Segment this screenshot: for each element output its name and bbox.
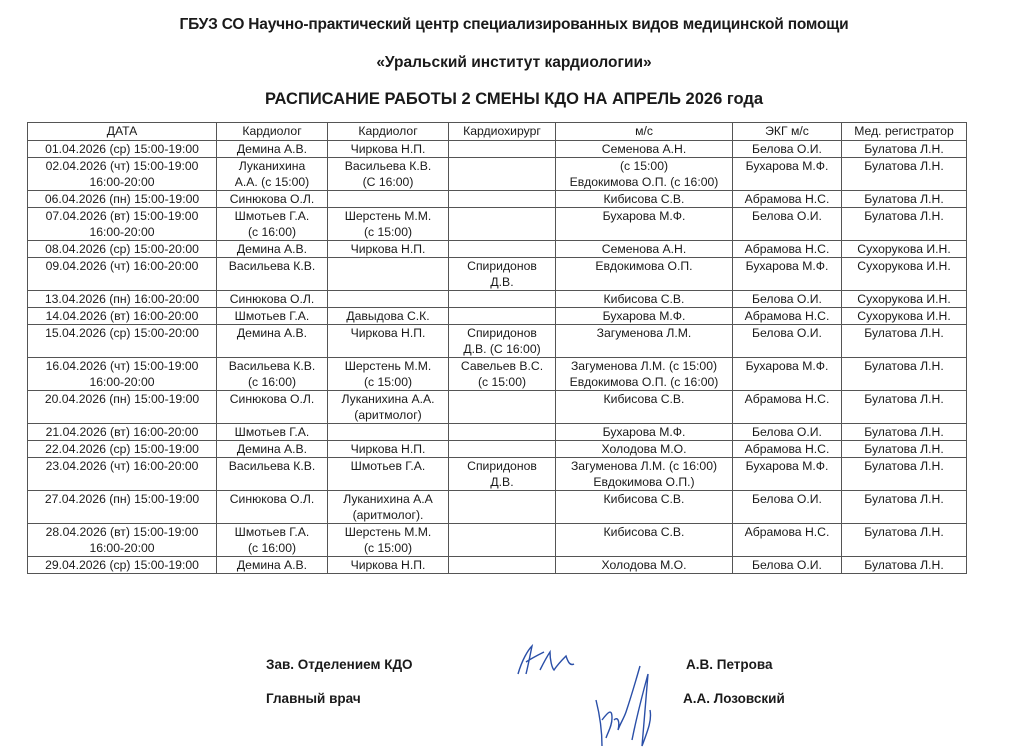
cell-text: 09.04.2026 (чт) 16:00-20:00 (45, 259, 199, 273)
cell-cardiosurgeon (449, 424, 556, 441)
signature-name-head: А.В. Петрова (686, 657, 773, 672)
cell-cardiosurgeon (449, 308, 556, 325)
cell-text: Бухарова М.Ф. (745, 159, 829, 173)
column-header-nurse: м/с (556, 123, 733, 141)
cell-text: 06.04.2026 (пн) 15:00-19:00 (44, 192, 200, 206)
cell-cardiologist-2 (328, 191, 449, 208)
cell-cardiologist-1 (217, 524, 328, 557)
cell-text: Евдокимова О.П.) (593, 475, 695, 489)
cell-text: Д.В. (С 16:00) (463, 342, 541, 356)
cell-nurse (556, 557, 733, 574)
table-row (28, 358, 967, 391)
cell-registrar (842, 424, 967, 441)
cell-ecg-nurse (733, 158, 842, 191)
cell-cardiosurgeon (449, 524, 556, 557)
cell-text: Белова О.И. (752, 142, 822, 156)
cell-text: Бухарова М.Ф. (602, 209, 686, 223)
cell-text: Абрамова Н.С. (744, 392, 830, 406)
cell-cardiosurgeon (449, 291, 556, 308)
cell-nurse (556, 391, 733, 424)
cell-text: (с 15:00) (363, 541, 413, 555)
cell-nurse (556, 458, 733, 491)
cell-text: Булатова Л.Н. (864, 442, 944, 456)
cell-text: Булатова Л.Н. (864, 209, 944, 223)
cell-text: Семенова А.Н. (601, 242, 687, 256)
cell-date (28, 391, 217, 424)
cell-text: Синюкова О.Л. (229, 392, 315, 406)
cell-nurse (556, 141, 733, 158)
table-row (28, 325, 967, 358)
cell-text: Демина А.В. (236, 142, 308, 156)
cell-text: Бухарова М.Ф. (602, 425, 686, 439)
cell-text: Белова О.И. (752, 326, 822, 340)
cell-text: Белова О.И. (752, 209, 822, 223)
cell-cardiologist-1 (217, 258, 328, 291)
cell-date (28, 491, 217, 524)
cell-text: Чиркова Н.П. (350, 442, 426, 456)
cell-text: 16:00-20:00 (89, 375, 155, 389)
cell-text: 27.04.2026 (пн) 15:00-19:00 (44, 492, 200, 506)
signature-name-chief: А.А. Лозовский (683, 691, 785, 706)
cell-cardiologist-2 (328, 557, 449, 574)
cell-ecg-nurse (733, 441, 842, 458)
cell-cardiosurgeon (449, 391, 556, 424)
cell-text: Демина А.В. (236, 558, 308, 572)
cell-text: Спиридонов (467, 259, 537, 273)
table-row (28, 424, 967, 441)
cell-cardiologist-2 (328, 424, 449, 441)
table-row (28, 458, 967, 491)
cell-ecg-nurse (733, 208, 842, 241)
cell-text: Синюкова О.Л. (229, 492, 315, 506)
cell-text: (аритмолог). (352, 508, 424, 522)
cell-cardiosurgeon (449, 325, 556, 358)
cell-text: (с 15:00) (477, 375, 527, 389)
cell-text: Демина А.В. (236, 326, 308, 340)
cell-nurse (556, 158, 733, 191)
cell-registrar (842, 557, 967, 574)
cell-cardiologist-2 (328, 441, 449, 458)
cell-cardiologist-1 (217, 491, 328, 524)
cell-text: Булатова Л.Н. (864, 142, 944, 156)
cell-ecg-nurse (733, 141, 842, 158)
cell-text: Шерстень М.М. (344, 209, 432, 223)
cell-text: Бухарова М.Ф. (745, 259, 829, 273)
cell-ecg-nurse (733, 308, 842, 325)
cell-text: Белова О.И. (752, 425, 822, 439)
cell-text: Бухарова М.Ф. (745, 459, 829, 473)
institute-name: «Уральский институт кардиологии» (376, 54, 652, 71)
cell-date (28, 325, 217, 358)
table-row (28, 191, 967, 208)
cell-cardiologist-1 (217, 158, 328, 191)
cell-registrar (842, 358, 967, 391)
cell-text: 16:00-20:00 (89, 225, 155, 239)
cell-text: Кибисова С.В. (603, 192, 685, 206)
cell-date (28, 191, 217, 208)
cell-text: Белова О.И. (752, 492, 822, 506)
cell-registrar (842, 158, 967, 191)
cell-cardiologist-1 (217, 291, 328, 308)
cell-text: А.А. (с 15:00) (234, 175, 310, 189)
cell-text: Кибисова С.В. (603, 492, 685, 506)
cell-text: Сухорукова И.Н. (857, 309, 951, 323)
cell-cardiologist-1 (217, 557, 328, 574)
cell-registrar (842, 325, 967, 358)
cell-text: Сухорукова И.Н. (857, 259, 951, 273)
cell-nurse (556, 441, 733, 458)
table-row (28, 491, 967, 524)
cell-ecg-nurse (733, 458, 842, 491)
cell-cardiologist-2 (328, 325, 449, 358)
cell-text: 08.04.2026 (ср) 15:00-20:00 (45, 242, 199, 256)
cell-registrar (842, 524, 967, 557)
cell-date (28, 291, 217, 308)
cell-text: Луканихина (238, 159, 306, 173)
cell-text: (с 15:00) (619, 159, 669, 173)
cell-text: 22.04.2026 (ср) 15:00-19:00 (45, 442, 199, 456)
cell-text: 16.04.2026 (чт) 15:00-19:00 (45, 359, 199, 373)
cell-text: Васильева К.В. (344, 159, 432, 173)
cell-registrar (842, 258, 967, 291)
table-row (28, 291, 967, 308)
cell-text: Булатова Л.Н. (864, 326, 944, 340)
schedule-table (27, 122, 967, 574)
cell-text: Д.В. (490, 475, 514, 489)
cell-ecg-nurse (733, 291, 842, 308)
cell-text: Васильева К.В. (228, 459, 316, 473)
cell-text: 02.04.2026 (чт) 15:00-19:00 (45, 159, 199, 173)
cell-cardiosurgeon (449, 491, 556, 524)
cell-ecg-nurse (733, 391, 842, 424)
cell-date (28, 424, 217, 441)
cell-text: 14.04.2026 (вт) 16:00-20:00 (45, 309, 199, 323)
organization-name: ГБУЗ СО Научно-практический центр специализированных видов медицинской помощи (179, 16, 849, 33)
cell-text: Булатова Л.Н. (864, 159, 944, 173)
cell-text: Шерстень М.М. (344, 359, 432, 373)
column-header-cardiosurgeon: Кардиохирург (449, 123, 556, 141)
cell-date (28, 158, 217, 191)
cell-registrar (842, 191, 967, 208)
cell-date (28, 258, 217, 291)
cell-cardiologist-1 (217, 424, 328, 441)
table-row (28, 241, 967, 258)
cell-cardiologist-2 (328, 491, 449, 524)
table-row (28, 441, 967, 458)
table-body (28, 141, 967, 574)
cell-date (28, 524, 217, 557)
cell-cardiologist-1 (217, 241, 328, 258)
cell-text: Сухорукова И.Н. (857, 292, 951, 306)
cell-date (28, 241, 217, 258)
cell-text: Шмотьев Г.А. (234, 209, 310, 223)
cell-date (28, 358, 217, 391)
cell-text: Абрамова Н.С. (744, 309, 830, 323)
cell-text: Загуменова Л.М. (с 16:00) (570, 459, 718, 473)
cell-cardiologist-1 (217, 325, 328, 358)
cell-registrar (842, 441, 967, 458)
cell-text: Савельев В.С. (460, 359, 544, 373)
cell-text: Чиркова Н.П. (350, 558, 426, 572)
signature-icon (510, 640, 590, 680)
cell-text: Д.В. (490, 275, 514, 289)
cell-text: Демина А.В. (236, 242, 308, 256)
cell-date (28, 441, 217, 458)
cell-registrar (842, 208, 967, 241)
cell-text: Кибисова С.В. (603, 392, 685, 406)
cell-nurse (556, 491, 733, 524)
signature-position-head: Зав. Отделением КДО (266, 657, 413, 672)
cell-registrar (842, 141, 967, 158)
cell-text: 20.04.2026 (пн) 15:00-19:00 (44, 392, 200, 406)
cell-cardiologist-2 (328, 391, 449, 424)
cell-date (28, 557, 217, 574)
column-header-cardiologist-1: Кардиолог (217, 123, 328, 141)
cell-text: Сухорукова И.Н. (857, 242, 951, 256)
column-header-registrar: Мед. регистратор (842, 123, 967, 141)
cell-text: Чиркова Н.П. (350, 326, 426, 340)
cell-cardiosurgeon (449, 241, 556, 258)
table-header-row (28, 123, 967, 141)
cell-text: Кибисова С.В. (603, 292, 685, 306)
column-header-date: ДАТА (28, 123, 217, 141)
cell-cardiosurgeon (449, 158, 556, 191)
cell-cardiologist-2 (328, 158, 449, 191)
cell-text: 13.04.2026 (пн) 16:00-20:00 (44, 292, 200, 306)
cell-text: 23.04.2026 (чт) 16:00-20:00 (45, 459, 199, 473)
table-row (28, 141, 967, 158)
table-row (28, 158, 967, 191)
cell-text: Евдокимова О.П. (с 16:00) (569, 175, 719, 189)
table-row (28, 391, 967, 424)
cell-cardiosurgeon (449, 141, 556, 158)
cell-cardiologist-2 (328, 208, 449, 241)
cell-text: Синюкова О.Л. (229, 292, 315, 306)
cell-registrar (842, 241, 967, 258)
table-row (28, 208, 967, 241)
cell-ecg-nurse (733, 258, 842, 291)
cell-text: 16:00-20:00 (89, 541, 155, 555)
cell-cardiologist-1 (217, 391, 328, 424)
cell-registrar (842, 291, 967, 308)
cell-text: (аритмолог) (354, 408, 422, 422)
cell-cardiologist-2 (328, 241, 449, 258)
cell-cardiologist-1 (217, 208, 328, 241)
cell-text: Загуменова Л.М. (с 15:00) (570, 359, 718, 373)
cell-text: (с 16:00) (247, 375, 297, 389)
cell-text: Белова О.И. (752, 558, 822, 572)
cell-nurse (556, 291, 733, 308)
signature-position-chief: Главный врач (266, 691, 361, 706)
cell-date (28, 458, 217, 491)
cell-ecg-nurse (733, 524, 842, 557)
cell-cardiosurgeon (449, 557, 556, 574)
cell-cardiologist-2 (328, 291, 449, 308)
cell-text: Чиркова Н.П. (350, 242, 426, 256)
cell-text: Абрамова Н.С. (744, 525, 830, 539)
cell-text: Давыдова С.К. (346, 309, 430, 323)
cell-nurse (556, 358, 733, 391)
column-header-ecg-nurse: ЭКГ м/с (733, 123, 842, 141)
table-row (28, 524, 967, 557)
cell-text: 15.04.2026 (ср) 15:00-20:00 (45, 326, 199, 340)
cell-cardiologist-1 (217, 441, 328, 458)
signature-icon (590, 660, 670, 752)
cell-text: 16:00-20:00 (89, 175, 155, 189)
cell-text: (С 16:00) (362, 175, 414, 189)
cell-text: Синюкова О.Л. (229, 192, 315, 206)
cell-text: Шерстень М.М. (344, 525, 432, 539)
cell-nurse (556, 208, 733, 241)
cell-text: Луканихина А.А (343, 492, 433, 506)
cell-cardiosurgeon (449, 191, 556, 208)
cell-text: 28.04.2026 (вт) 15:00-19:00 (45, 525, 199, 539)
cell-text: Демина А.В. (236, 442, 308, 456)
cell-ecg-nurse (733, 241, 842, 258)
cell-nurse (556, 258, 733, 291)
cell-text: Булатова Л.Н. (864, 392, 944, 406)
cell-text: Бухарова М.Ф. (745, 359, 829, 373)
cell-text: Евдокимова О.П. (с 16:00) (569, 375, 719, 389)
cell-cardiologist-2 (328, 141, 449, 158)
cell-cardiologist-1 (217, 458, 328, 491)
cell-text: 07.04.2026 (вт) 15:00-19:00 (45, 209, 199, 223)
cell-text: Чиркова Н.П. (350, 142, 426, 156)
cell-text: 29.04.2026 (ср) 15:00-19:00 (45, 558, 199, 572)
cell-text: Абрамова Н.С. (744, 442, 830, 456)
cell-nurse (556, 308, 733, 325)
cell-cardiologist-2 (328, 524, 449, 557)
table-row (28, 258, 967, 291)
cell-text: Булатова Л.Н. (864, 425, 944, 439)
document-title: РАСПИСАНИЕ РАБОТЫ 2 СМЕНЫ КДО НА АПРЕЛЬ 2026 года (264, 90, 764, 108)
cell-cardiologist-2 (328, 358, 449, 391)
cell-text: Шмотьев Г.А. (234, 309, 310, 323)
cell-cardiologist-1 (217, 308, 328, 325)
cell-cardiologist-2 (328, 458, 449, 491)
cell-text: Булатова Л.Н. (864, 525, 944, 539)
cell-text: Семенова А.Н. (601, 142, 687, 156)
cell-text: 01.04.2026 (ср) 15:00-19:00 (45, 142, 199, 156)
cell-text: (с 16:00) (247, 225, 297, 239)
cell-cardiosurgeon (449, 258, 556, 291)
cell-text: Спиридонов (467, 459, 537, 473)
column-header-cardiologist-2: Кардиолог (328, 123, 449, 141)
cell-text: Булатова Л.Н. (864, 558, 944, 572)
cell-cardiosurgeon (449, 441, 556, 458)
cell-text: Шмотьев Г.А. (350, 459, 426, 473)
cell-registrar (842, 391, 967, 424)
cell-text: Бухарова М.Ф. (602, 309, 686, 323)
cell-text: Васильева К.В. (228, 359, 316, 373)
cell-registrar (842, 458, 967, 491)
cell-date (28, 308, 217, 325)
cell-date (28, 208, 217, 241)
cell-ecg-nurse (733, 424, 842, 441)
cell-text: Булатова Л.Н. (864, 192, 944, 206)
cell-ecg-nurse (733, 491, 842, 524)
cell-ecg-nurse (733, 358, 842, 391)
cell-cardiosurgeon (449, 458, 556, 491)
cell-text: Булатова Л.Н. (864, 359, 944, 373)
cell-nurse (556, 424, 733, 441)
table-row (28, 557, 967, 574)
cell-nurse (556, 524, 733, 557)
cell-text: Булатова Л.Н. (864, 492, 944, 506)
cell-text: (с 16:00) (247, 541, 297, 555)
cell-registrar (842, 491, 967, 524)
cell-text: Васильева К.В. (228, 259, 316, 273)
cell-cardiologist-1 (217, 141, 328, 158)
cell-cardiologist-2 (328, 258, 449, 291)
cell-text: Луканихина А.А. (341, 392, 435, 406)
cell-ecg-nurse (733, 191, 842, 208)
cell-nurse (556, 325, 733, 358)
cell-text: Евдокимова О.П. (595, 259, 693, 273)
cell-text: (с 15:00) (363, 375, 413, 389)
cell-text: Спиридонов (467, 326, 537, 340)
cell-text: Холодова М.О. (601, 558, 687, 572)
cell-registrar (842, 308, 967, 325)
cell-text: Кибисова С.В. (603, 525, 685, 539)
table-row (28, 308, 967, 325)
cell-text: Шмотьев Г.А. (234, 425, 310, 439)
cell-text: Абрамова Н.С. (744, 242, 830, 256)
cell-text: Загуменова Л.М. (596, 326, 692, 340)
cell-text: (с 15:00) (363, 225, 413, 239)
cell-cardiosurgeon (449, 208, 556, 241)
cell-ecg-nurse (733, 557, 842, 574)
cell-cardiologist-2 (328, 308, 449, 325)
cell-nurse (556, 241, 733, 258)
cell-date (28, 141, 217, 158)
cell-cardiologist-1 (217, 191, 328, 208)
cell-text: Булатова Л.Н. (864, 459, 944, 473)
cell-cardiologist-1 (217, 358, 328, 391)
cell-nurse (556, 191, 733, 208)
cell-text: Абрамова Н.С. (744, 192, 830, 206)
cell-text: Шмотьев Г.А. (234, 525, 310, 539)
cell-text: Белова О.И. (752, 292, 822, 306)
cell-cardiosurgeon (449, 358, 556, 391)
cell-text: 21.04.2026 (вт) 16:00-20:00 (45, 425, 199, 439)
cell-ecg-nurse (733, 325, 842, 358)
cell-text: Холодова М.О. (601, 442, 687, 456)
